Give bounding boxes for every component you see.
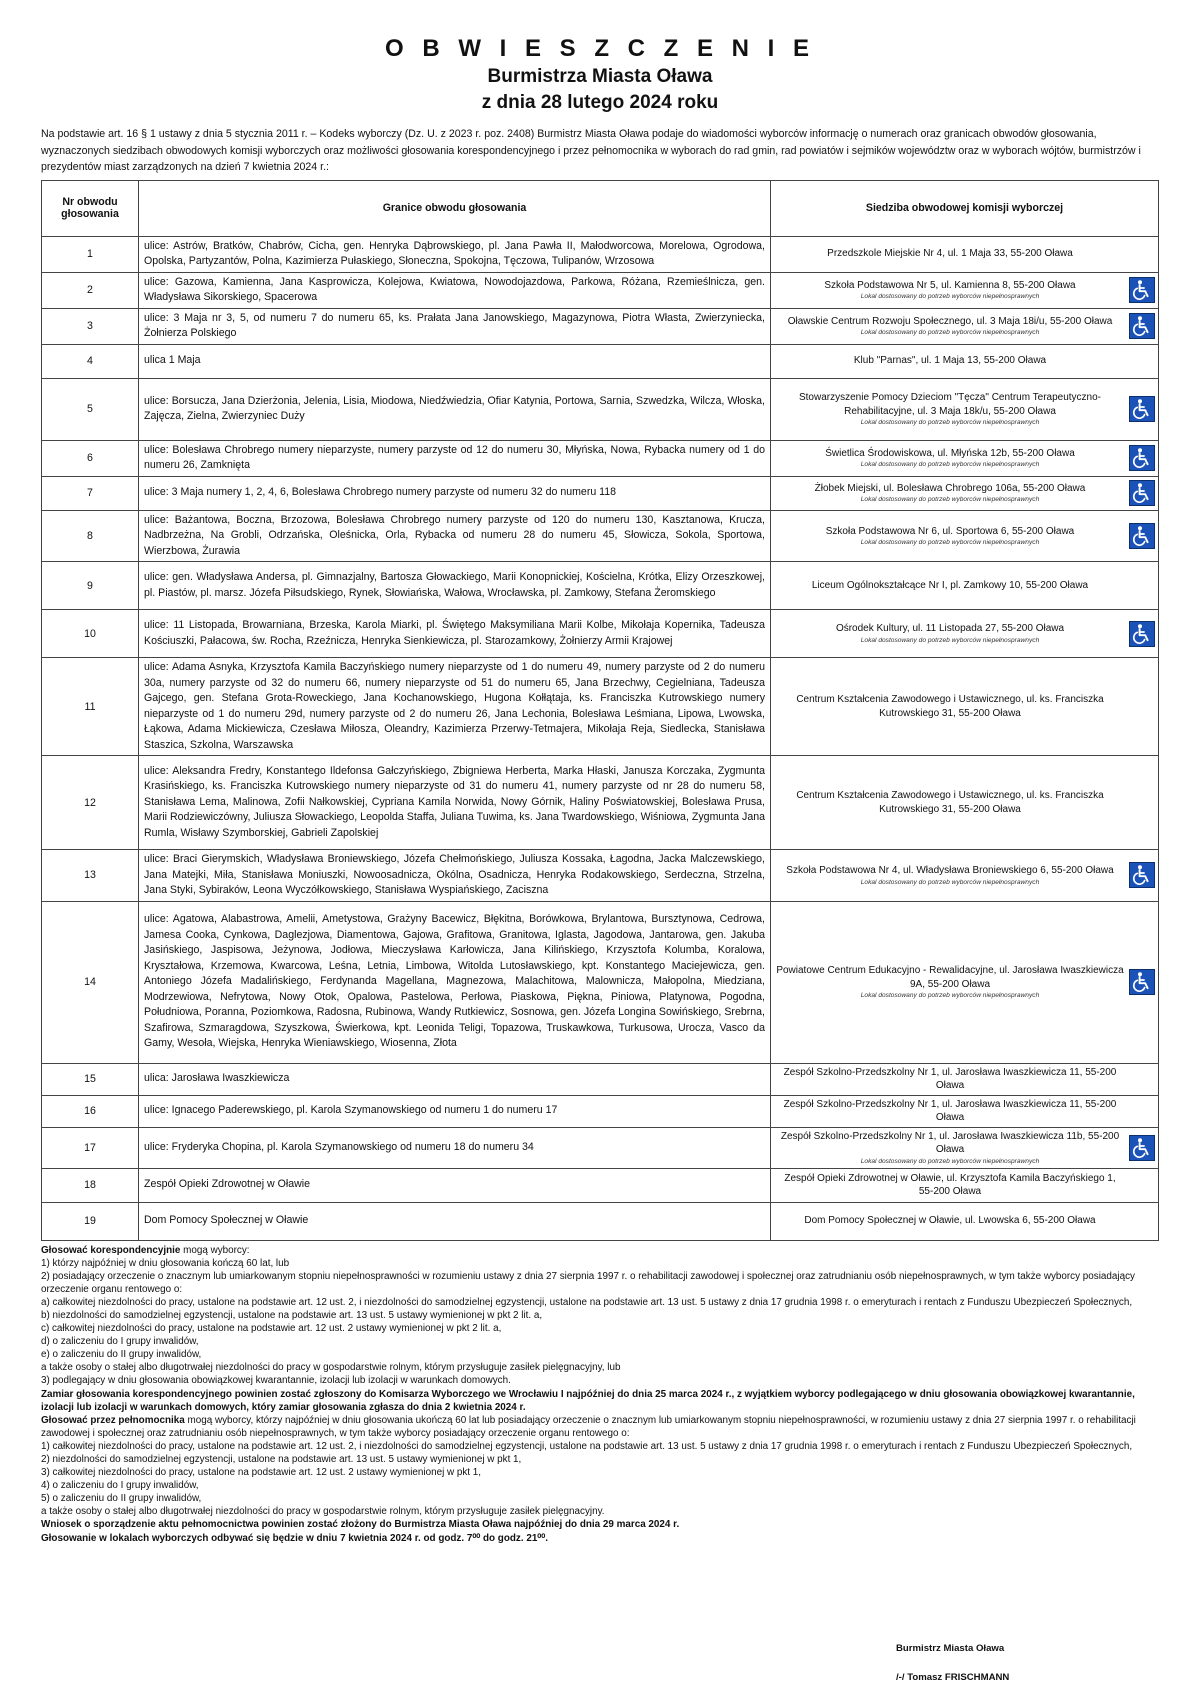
footer-line-text: 1) całkowitej niezdolności do pracy, ustalone na podstawie art. 12 ust. 2, i niezdolności do samodzielnej egzystencji, ustalone na podstawie art. 13 ust. 5 ustawy z dnia 17 grudnia 1998 r. o emeryturach i rentach z Funduszu Ubezpieczeń Społecznych, (41, 1440, 1133, 1452)
table-row (42, 1202, 1159, 1240)
footer-line (41, 1270, 1159, 1296)
table-row (42, 272, 1159, 308)
footer-line (41, 1374, 1159, 1387)
footer-line-bold: Głosować korespondencyjnie (41, 1244, 181, 1256)
signature-role: Burmistrz Miasta Oława (896, 1643, 1005, 1654)
commission-address: Świetlica Środowiskowa, ul. Młyńska 12b, 55-200 Oława (825, 447, 1075, 459)
commission-seat (771, 510, 1159, 562)
district-boundaries: ulice: Bażantowa, Boczna, Brzozowa, Bolesława Chrobrego numery parzyste od 120 do numeru 130, Kasztanowa, Krucza, Nadbrzeżna, Na Grobli, Odrzańska, Oleśnicka, Orla, Rybacka od numeru 28 do numeru 45, Słowicza, Sokola, Sportowa, Wierzbowa, Żurawia (139, 510, 771, 562)
district-boundaries: Zespół Opieki Zdrowotnej w Oławie (139, 1168, 771, 1202)
table-row (42, 308, 1159, 344)
footer-line (41, 1505, 1159, 1518)
footer-line-text: 2) posiadający orzeczenie o znacznym lub umiarkowanym stopniu niepełnosprawności w rozumieniu ustawy z dnia 27 sierpnia 1997 r. o rehabilitacji zawodowej i społecznej oraz zatrudnianiu osób niepełnosprawnych, w tym także wyborcy posiadający orzeczenie organu rentowego o: (41, 1270, 1135, 1295)
footer-line-text: 3) podlegający w dniu głosowania obowiązkowej kwarantannie, izolacji lub izolacji w warunkach domowych. (41, 1375, 511, 1387)
wheelchair-icon (1129, 621, 1155, 647)
commission-seat (771, 1202, 1159, 1240)
footer-line-text: a także osoby o stałej albo długotrwałej niezdolności do pracy w gospodarstwie rolnym, którym przysługuje zasiłek pielęgnacyjny. (41, 1506, 605, 1518)
table-row (42, 236, 1159, 272)
footer-line-text: 5) o zaliczeniu do II grupy inwalidów, (41, 1493, 202, 1505)
wheelchair-icon (1129, 396, 1155, 422)
footer-line-bold: Wniosek o sporządzenie aktu pełnomocnictwa powinien zostać złożony do Burmistrza Miasta Oława najpóźniej do dnia 29 marca 2024 r. (41, 1519, 680, 1531)
commission-address: Zespół Szkolno-Przedszkolny Nr 1, ul. Jarosława Iwaszkiewicza 11, 55-200 Oława (783, 1098, 1117, 1123)
district-boundaries: ulice: Agatowa, Alabastrowa, Amelii, Ametystowa, Grażyny Bacewicz, Błękitna, Borówkowa, Brylantowa, Bursztynowa, Cedrowa, Jamesa Cooka, Cynkowa, Daglezjowa, Diamentowa, Gajowa, Grafitowa, Granitowa, Iglasta, Jagodowa, Jantarowa, gen. Jakuba Jasińskiego, Jaspisowa, Jeżynowa, Jodłowa, Mieczysława Karłowicza, Jana Kilińskiego, Krzysztofa Kolumba, Koralowa, Kryształowa, Krzemowa, Kwarcowa, Leśna, Letnia, Limbowa, Witolda Lutosławskiego, kpt. Konstantego Maciejewicza, gen. Antoniego Józefa Madalińskiego, Ferdynanda Magellana, Magnezowa, Malachitowa, Malownicza, Małopolna, Miedziana, Modrzewiowa, Nefrytowa, Nowy Otok, Opalowa, Pastelowa, Perłowa, Piaskowa, Piękna, Piniowa, Platynowa, Pogodna, Południowa, Poranna, Poziomkowa, Radosna, Rubinowa, Wandy Rutkiewicz, Sosnowa, gen. Józefa Longina Sowińskiego, Srebrna, Szafirowa, Szmaragdowa, Szyszkowa, Świerkowa, kpt. Leonida Teligi, Topazowa, Truskawkowa, Turkusowa, Urocza, Vasco da Gamy, Wesoła, Wiejska, Henryka Wieniawskiego, Wiosenna, Złota (139, 901, 771, 1063)
district-number: 2 (42, 272, 139, 308)
commission-address: Szkoła Podstawowa Nr 6, ul. Sportowa 6, 55-200 Oława (825, 525, 1075, 537)
commission-seat (771, 272, 1159, 308)
district-number: 1 (42, 236, 139, 272)
commission-seat (771, 1168, 1159, 1202)
commission-seat (771, 562, 1159, 610)
commission-address: Liceum Ogólnokształcące Nr I, pl. Zamkowy 10, 55-200 Oława (811, 579, 1089, 591)
footer-line-text: mogą wyborcy, którzy najpóźniej w dniu głosowania ukończą 60 lat lub posiadający orzeczenie o znacznym lub umiarkowanym stopniu niepełnosprawności, w rozumieniu ustawy z dnia 27 sierpnia 1997 r. o rehabilitacji zawodowej i społecznej oraz zatrudnianiu osób niepełnosprawnych, w tym także wyborcy posiadający orzeczenie organu rentowego o: (41, 1414, 1136, 1439)
table-row (42, 756, 1159, 850)
district-number: 12 (42, 756, 139, 850)
district-number: 15 (42, 1063, 139, 1095)
footer-line-text: mogą wyborcy: (180, 1244, 250, 1256)
commission-address: Zespół Szkolno-Przedszkolny Nr 1, ul. Jarosława Iwaszkiewicza 11b, 55-200 Oława (780, 1130, 1120, 1155)
district-boundaries: ulica 1 Maja (139, 344, 771, 378)
district-number: 14 (42, 901, 139, 1063)
header-nr: Nr obwodu głosowania (42, 180, 139, 236)
accessible-note: Lokal dostosowany do potrzeb wyborców niepełnosprawnych (860, 496, 1040, 504)
district-boundaries: ulice: 3 Maja nr 3, 5, od numeru 7 do numeru 65, ks. Prałata Jana Janowskiego, Magazynowa, Piotra Własta, Zwierzyniecka, Żołnierza Polskiego (139, 308, 771, 344)
footer-line (41, 1296, 1159, 1309)
district-boundaries: ulice: Braci Gierymskich, Władysława Broniewskiego, Józefa Chełmońskiego, Juliusza Kossaka, Łagodna, Jacka Malczewskiego, Jana Matejki, Miła, Stanisława Moniuszki, Nowoosadnicza, Okólna, Osadnicza, Henryka Rodakowskiego, Serdeczna, Strzelna, Jana Styki, Sybiraków, Leona Wyczółkowskiego, Stanisława Wyspiańskiego, Zaciszna (139, 850, 771, 902)
commission-address: Centrum Kształcenia Zawodowego i Ustawicznego, ul. ks. Franciszka Kutrowskiego 31, 55-200 Oława (796, 694, 1104, 719)
accessible-note: Lokal dostosowany do potrzeb wyborców niepełnosprawnych (860, 419, 1040, 426)
table-row (42, 1063, 1159, 1095)
district-boundaries: Dom Pomocy Społecznej w Oławie (139, 1202, 771, 1240)
district-number: 11 (42, 658, 139, 756)
commission-seat (771, 476, 1159, 510)
district-boundaries: ulice: Ignacego Paderewskiego, pl. Karola Szymanowskiego od numeru 1 do numeru 17 (139, 1095, 771, 1127)
district-number: 16 (42, 1095, 139, 1127)
district-number: 19 (42, 1202, 139, 1240)
commission-seat (771, 756, 1159, 850)
table-row (42, 562, 1159, 610)
commission-address: Szkoła Podstawowa Nr 4, ul. Władysława Broniewskiego 6, 55-200 Oława (786, 865, 1114, 876)
wheelchair-icon (1129, 969, 1155, 995)
accessible-note: Lokal dostosowany do potrzeb wyborców niepełnosprawnych (860, 329, 1040, 337)
footer-line (41, 1440, 1159, 1453)
table-header-row (42, 180, 1159, 236)
district-boundaries: ulice: 3 Maja numery 1, 2, 4, 6, Bolesława Chrobrego numery parzyste od numeru 32 do numeru 118 (139, 476, 771, 510)
footer-line-text: d) o zaliczeniu do I grupy inwalidów, (41, 1336, 199, 1348)
district-number: 9 (42, 562, 139, 610)
intro-paragraph: Na podstawie art. 16 § 1 ustawy z dnia 5 stycznia 2011 r. – Kodeks wyborczy (Dz. U. z 2023 r. poz. 2408) Burmistrz Miasta Oława podaje do wiadomości wyborców informację o numerach oraz granicach obwodów głosowania, wyznaczonych siedzibach obwodowych komisji wyborczych oraz możliwości głosowania korespondencyjnego i przez pełnomocnika w wyborach do rad gmin, rad powiatów i sejmików województw oraz w wyborach wójtów, burmistrzów i prezydentów miast zarządzonych na dzień 7 kwietnia 2024 r.: (41, 128, 1141, 173)
commission-seat (771, 440, 1159, 476)
table-row (42, 610, 1159, 658)
table-row (42, 1095, 1159, 1127)
district-number: 7 (42, 476, 139, 510)
table-row (42, 344, 1159, 378)
district-boundaries: ulice: 11 Listopada, Browarniana, Brzeska, Karola Miarki, pl. Świętego Maksymiliana Marii Kolbe, Mikołaja Kopernika, Tadeusza Kościuszki, Pałacowa, św. Rocha, Rzeźnicza, Henryka Sienkiewicza, pl. Starozamkowy, Żołnierzy Armii Krajowej (139, 610, 771, 658)
commission-address: Zespół Opieki Zdrowotnej w Oławie, ul. Krzysztofa Kamila Baczyńskiego 1, 55-200 Oława (784, 1172, 1116, 1197)
table-row (42, 510, 1159, 562)
district-boundaries: ulice: Fryderyka Chopina, pl. Karola Szymanowskiego od numeru 18 do numeru 34 (139, 1127, 771, 1168)
footer-line (41, 1244, 1159, 1257)
accessible-note: Lokal dostosowany do potrzeb wyborców niepełnosprawnych (860, 539, 1040, 546)
table-row (42, 658, 1159, 756)
table-row (42, 378, 1159, 440)
district-number: 17 (42, 1127, 139, 1168)
footer-line-text: a) całkowitej niezdolności do pracy, ustalone na podstawie art. 12 ust. 2, i niezdolności do samodzielnej egzystencji, ustalone na podstawie art. 13 ust. 5 ustawy z dnia 17 grudnia 1998 r. o emeryturach i rentach z Funduszu Ubezpieczeń Społecznych, (41, 1296, 1133, 1308)
footer-line-text: 4) o zaliczeniu do I grupy inwalidów, (41, 1480, 199, 1492)
district-boundaries: ulice: Astrów, Bratków, Chabrów, Cicha, gen. Henryka Dąbrowskiego, pl. Jana Pawła II, Małodworcowa, Morelowa, Ogrodowa, Opolska, Partyzantów, Polna, Kazimierza Pułaskiego, Słoneczna, Spokojna, Tęczowa, Tulipanów, Wrzosowa (139, 236, 771, 272)
accessible-note: Lokal dostosowany do potrzeb wyborców niepełnosprawnych (860, 636, 1040, 644)
footer-line (41, 1257, 1159, 1270)
wheelchair-icon (1129, 480, 1155, 506)
document-date: z dnia 28 lutego 2024 roku (481, 92, 719, 113)
commission-seat (771, 610, 1159, 658)
table-body (42, 236, 1159, 1240)
table-row (42, 440, 1159, 476)
commission-address: Szkoła Podstawowa Nr 5, ul. Kamienna 8, 55-200 Oława (824, 279, 1076, 291)
commission-address: Zespół Szkolno-Przedszkolny Nr 1, ul. Jarosława Iwaszkiewicza 11, 55-200 Oława (783, 1066, 1117, 1091)
commission-seat (771, 1063, 1159, 1095)
district-boundaries: ulice: gen. Władysława Andersa, pl. Gimnazjalny, Bartosza Głowackiego, Marii Konopnickiej, Kościelna, Krótka, Elizy Orzeszkowej, pl. Piastów, pl. marsz. Józefa Piłsudskiego, Rynek, Słowiańska, Wałowa, Wrocławska, pl. Zamkowy, Stefana Żeromskiego (139, 562, 771, 610)
commission-address: Klub "Parnas", ul. 1 Maja 13, 55-200 Oława (853, 355, 1047, 367)
accessible-note: Lokal dostosowany do potrzeb wyborców niepełnosprawnych (860, 461, 1040, 469)
footer-line (41, 1309, 1159, 1322)
district-boundaries: ulica: Jarosława Iwaszkiewicza (139, 1063, 771, 1095)
accessible-note: Lokal dostosowany do potrzeb wyborców niepełnosprawnych (860, 878, 1040, 886)
footer-line (41, 1348, 1159, 1361)
document-subtitle: Burmistrza Miasta Oława (487, 66, 713, 87)
footer-line (41, 1361, 1159, 1374)
commission-seat (771, 1127, 1159, 1168)
commission-address: Ośrodek Kultury, ul. 11 Listopada 27, 55-200 Oława (835, 623, 1065, 635)
district-boundaries: ulice: Aleksandra Fredry, Konstantego Ildefonsa Gałczyńskiego, Zbigniewa Herberta, Marka Hłaski, Janusza Korczaka, Zygmunta Krasińskiego, ks. Franciszka Kutrowskiego numery nieparzyste od 31 do numeru 41, numery parzyste od nr 28 do numeru 58, Stanisława Lema, Malinowa, Zofii Nałkowskiej, Cypriana Kamila Norwida, Nowy Górnik, Haliny Poświatowskiej, Bolesława Prusa, Marii Rodziewiczówny, Juliusza Słowackiego, Leopolda Staffa, Juliana Tuwima, ks. Jana Twardowskiego, Wiśniowa, Zygmunta Jana Rumla, Wisławy Szymborskiej, Gabrieli Zapolskiej (139, 756, 771, 850)
footer-line (41, 1492, 1159, 1505)
district-number: 6 (42, 440, 139, 476)
footer-line-text: 1) którzy najpóźniej w dniu głosowania kończą 60 lat, lub (41, 1257, 290, 1269)
commission-address: Powiatowe Centrum Edukacyjno - Rewalidacyjne, ul. Jarosława Iwaszkiewicza 9A, 55-200 Oława (776, 965, 1124, 990)
commission-seat (771, 1095, 1159, 1127)
district-boundaries: ulice: Gazowa, Kamienna, Jana Kasprowicza, Kolejowa, Kwiatowa, Nowodojazdowa, Parkowa, Różana, Rzemieślnicza, gen. Władysława Sikorskiego, Spacerowa (139, 272, 771, 308)
document-title: O B W I E S Z C Z E N I E (384, 35, 816, 62)
footer-line (41, 1388, 1159, 1414)
footer-line (41, 1466, 1159, 1479)
commission-seat (771, 344, 1159, 378)
accessible-note: Lokal dostosowany do potrzeb wyborców niepełnosprawnych (860, 992, 1040, 999)
table-row (42, 850, 1159, 902)
commission-seat (771, 850, 1159, 902)
footer-line-text: 3) całkowitej niezdolności do pracy, ustalone na podstawie art. 12 ust. 2 ustawy wymienionej w pkt 1, (41, 1467, 482, 1479)
footer-line (41, 1335, 1159, 1348)
commission-address: Oławskie Centrum Rozwoju Społecznego, ul. 3 Maja 18i/u, 55-200 Oława (787, 315, 1113, 327)
table-row (42, 476, 1159, 510)
table-row (42, 901, 1159, 1063)
accessible-note: Lokal dostosowany do potrzeb wyborców niepełnosprawnych (860, 1157, 1040, 1165)
wheelchair-icon (1129, 1135, 1155, 1161)
commission-address: Przedszkole Miejskie Nr 4, ul. 1 Maja 33, 55-200 Oława (827, 248, 1073, 260)
district-boundaries: ulice: Adama Asnyka, Krzysztofa Kamila Baczyńskiego numery nieparzyste od 1 do numeru 49, numery parzyste od 2 do numeru 30a, numery parzyste od 32 do numeru 66, numery nieparzyste od 51 do numeru 65, Jana Brzechwy, Cegielniana, Tadeusza Gajcego, gen. Stefana Grota-Roweckiego, Jana Kochanowskiego, Hugona Kołłątaja, ks. Franciszka Kutrowskiego numery nieparzyste od 1 do numeru 29d, numery parzyste od 2 do numeru 26, Jana Lechonia, Bolesława Leśmiana, Lipowa, Lwowska, Łąkowa, Adama Mickiewicza, Czesława Miłosza, Oleandry, Kazimierza Przerwy-Tetmajera, Mikołaja Reja, Siedlecka, Stanisława Staszica, Szkolna, Warszawska (139, 658, 771, 756)
commission-address: Żłobek Miejski, ul. Bolesława Chrobrego 106a, 55-200 Oława (814, 482, 1086, 494)
district-number: 13 (42, 850, 139, 902)
accessible-note: Lokal dostosowany do potrzeb wyborców niepełnosprawnych (860, 293, 1040, 301)
district-boundaries: ulice: Borsucza, Jana Dzierżonia, Jelenia, Lisia, Miodowa, Niedźwiedzia, Ofiar Katynia, Portowa, Sarnia, Szwedzka, Wilcza, Włoska, Zajęcza, Zielna, Zwierzyniec Duży (139, 378, 771, 440)
commission-address: Stowarzyszenie Pomocy Dzieciom "Tęcza" Centrum Terapeutyczno-Rehabilitacyjne, ul. 3 Maja 18k/u, 55-200 Oława (798, 392, 1102, 417)
districts-table (41, 180, 1159, 1241)
commission-seat (771, 378, 1159, 440)
district-number: 3 (42, 308, 139, 344)
commission-seat (771, 308, 1159, 344)
footer-line-text: a także osoby o stałej albo długotrwałej niezdolności do pracy w gospodarstwie rolnym, którym przysługuje zasiłek pielęgnacyjny, lub (41, 1362, 621, 1374)
footer-line (41, 1479, 1159, 1492)
commission-seat (771, 236, 1159, 272)
wheelchair-icon (1129, 277, 1155, 303)
wheelchair-icon (1129, 523, 1155, 549)
footer-line-text: e) o zaliczeniu do II grupy inwalidów, (41, 1349, 202, 1361)
district-boundaries: ulice: Bolesława Chrobrego numery nieparzyste, numery parzyste od 12 do numeru 30, Młyńska, Nowa, Rybacka numery od 1 do numeru 26, Zamknięta (139, 440, 771, 476)
signature-name: /-/ Tomasz FRISCHMANN (896, 1672, 1010, 1683)
footer-line-text: 2) niezdolności do samodzielnej egzystencji, ustalone na podstawie art. 13 ust. 5 ustawy wymienionej w pkt 1, (41, 1454, 522, 1465)
footer-line-text: b) niezdolności do samodzielnej egzystencji, ustalone na podstawie art. 13 ust. 5 ustawy wymienionej w pkt 2 lit. a, (41, 1309, 543, 1321)
footer-line (41, 1518, 1159, 1531)
footer-line (41, 1322, 1159, 1335)
footer-line (41, 1532, 1159, 1545)
footer-line-bold: Głosować przez pełnomocnika (41, 1414, 185, 1426)
footer-line (41, 1453, 1159, 1466)
district-number: 8 (42, 510, 139, 562)
table-row (42, 1168, 1159, 1202)
commission-address: Centrum Kształcenia Zawodowego i Ustawicznego, ul. ks. Franciszka Kutrowskiego 31, 55-200 Oława (796, 790, 1104, 815)
commission-seat (771, 658, 1159, 756)
district-number: 18 (42, 1168, 139, 1202)
footer-notes (41, 1244, 1159, 1545)
wheelchair-icon (1129, 313, 1155, 339)
wheelchair-icon (1129, 445, 1155, 471)
header-siedziba: Siedziba obwodowej komisji wyborczej (771, 180, 1159, 236)
footer-line (41, 1414, 1159, 1440)
commission-address: Dom Pomocy Społecznej w Oławie, ul. Lwowska 6, 55-200 Oława (804, 1215, 1096, 1227)
table-row (42, 1127, 1159, 1168)
header-granice: Granice obwodu głosowania (139, 180, 771, 236)
wheelchair-icon (1129, 862, 1155, 888)
commission-seat (771, 901, 1159, 1063)
district-number: 10 (42, 610, 139, 658)
footer-line-text: c) całkowitej niezdolności do pracy, ustalone na podstawie art. 12 ust. 2 ustawy wymienionej w pkt 2 lit. a, (41, 1323, 502, 1335)
district-number: 5 (42, 378, 139, 440)
district-number: 4 (42, 344, 139, 378)
footer-line-bold: Głosowanie w lokalach wyborczych odbywać się będzie w dniu 7 kwietnia 2024 r. od godz. 7⁰⁰ do godz. 21⁰⁰. (41, 1532, 548, 1544)
footer-line-bold: Zamiar głosowania korespondencyjnego powinien zostać zgłoszony do Komisarza Wyborczego we Wrocławiu I najpóźniej do dnia 25 marca 2024 r., z wyjątkiem wyborcy podlegającego w dniu głosowania obowiązkowej kwarantannie, izolacji lub izolacji w warunkach domowych, który zamiar głosowania zgłasza do dnia 2 kwietnia 2024 r. (41, 1388, 1135, 1413)
